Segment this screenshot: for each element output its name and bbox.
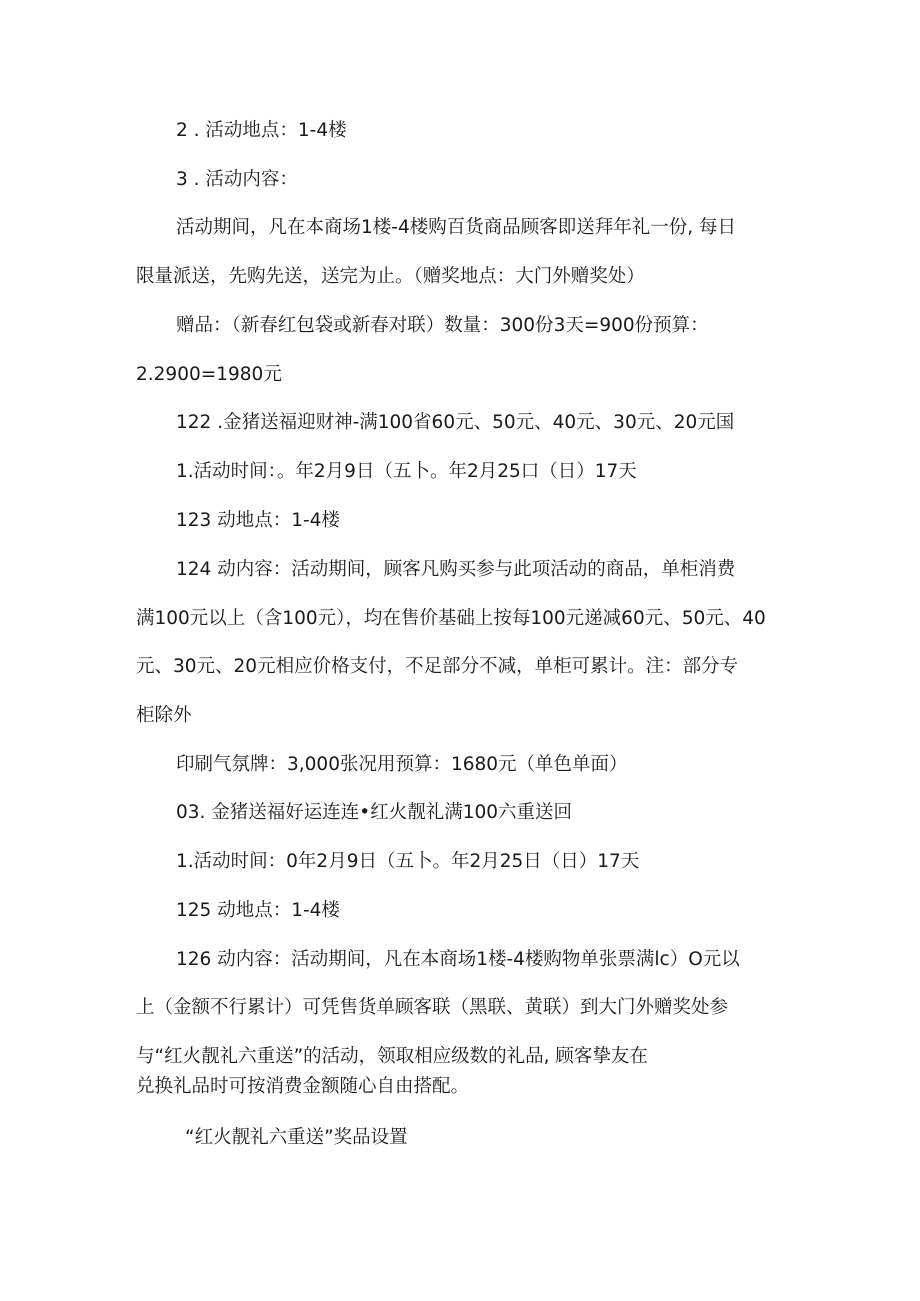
text-line-location: 2 . 活动地点：1-4楼 (176, 120, 347, 141)
text-line-paragraph: 元、30元、20元相应价格支付，不足部分不减，单柜可累计。注：部分专 (136, 656, 739, 677)
text-line-time: 1.活动时间：。年2月9日（五卜。年2月25口（日）17天 (176, 461, 637, 482)
text-line-prize-heading: “红火靓礼六重送”奖品设置 (185, 1127, 408, 1148)
text-line-location: 125 动地点：1-4楼 (176, 900, 340, 921)
text-line-paragraph: 126 动内容：活动期间，凡在本商场1楼-4楼购物单张票满lc）O元以 (176, 949, 740, 970)
text-line-section-heading: 03. 金猪送福好运连连•红火靓礼满100六重送回 (176, 802, 573, 823)
text-line-gift: 赠品：（新春红包袋或新春对联）数量：300份3天=900份预算： (176, 315, 709, 336)
text-line-section-heading: 122 .金猪送福迎财神-满100省60元、50元、40元、30元、20元国 (176, 412, 735, 433)
text-line-paragraph: 与“红火靓礼六重送”的活动，领取相应级数的礼品, 顾客挚友在 (136, 1046, 648, 1067)
text-line-paragraph: 上（金额不行累计）可凭售货单顾客联（黑联、黄联）到大门外赠奖处参 (136, 997, 729, 1018)
text-line-paragraph: 满100元以上（含100元），均在售价基础上按每100元递减60元、50元、40 (136, 608, 766, 629)
text-line-paragraph: 柜除外 (136, 705, 192, 726)
text-line-paragraph: 兑换礼品时可按消费金额随心自由搭配。 (136, 1076, 470, 1097)
text-line-print: 印刷气氛牌：3,000张况用预算：1680元（单色单面） (176, 754, 628, 775)
text-line-paragraph: 限量派送，先购先送，送完为止。（赠奖地点：大门外赠奖处） (136, 266, 645, 287)
text-line-location: 123 动地点：1-4楼 (176, 510, 340, 531)
text-line-paragraph: 124 动内容：活动期间，顾客凡购买参与此项活动的商品，单柜消费 (176, 559, 736, 580)
text-line-content-heading: 3 . 活动内容： (176, 169, 298, 190)
text-line-budget: 2.2900=1980元 (136, 364, 282, 385)
text-line-time: 1.活动时间：0年2月9日（五卜。年2月25日（日）17天 (176, 851, 640, 872)
text-line-paragraph: 活动期间，凡在本商场1楼-4楼购百货商品顾客即送拜年礼一份, 每日 (176, 217, 736, 238)
